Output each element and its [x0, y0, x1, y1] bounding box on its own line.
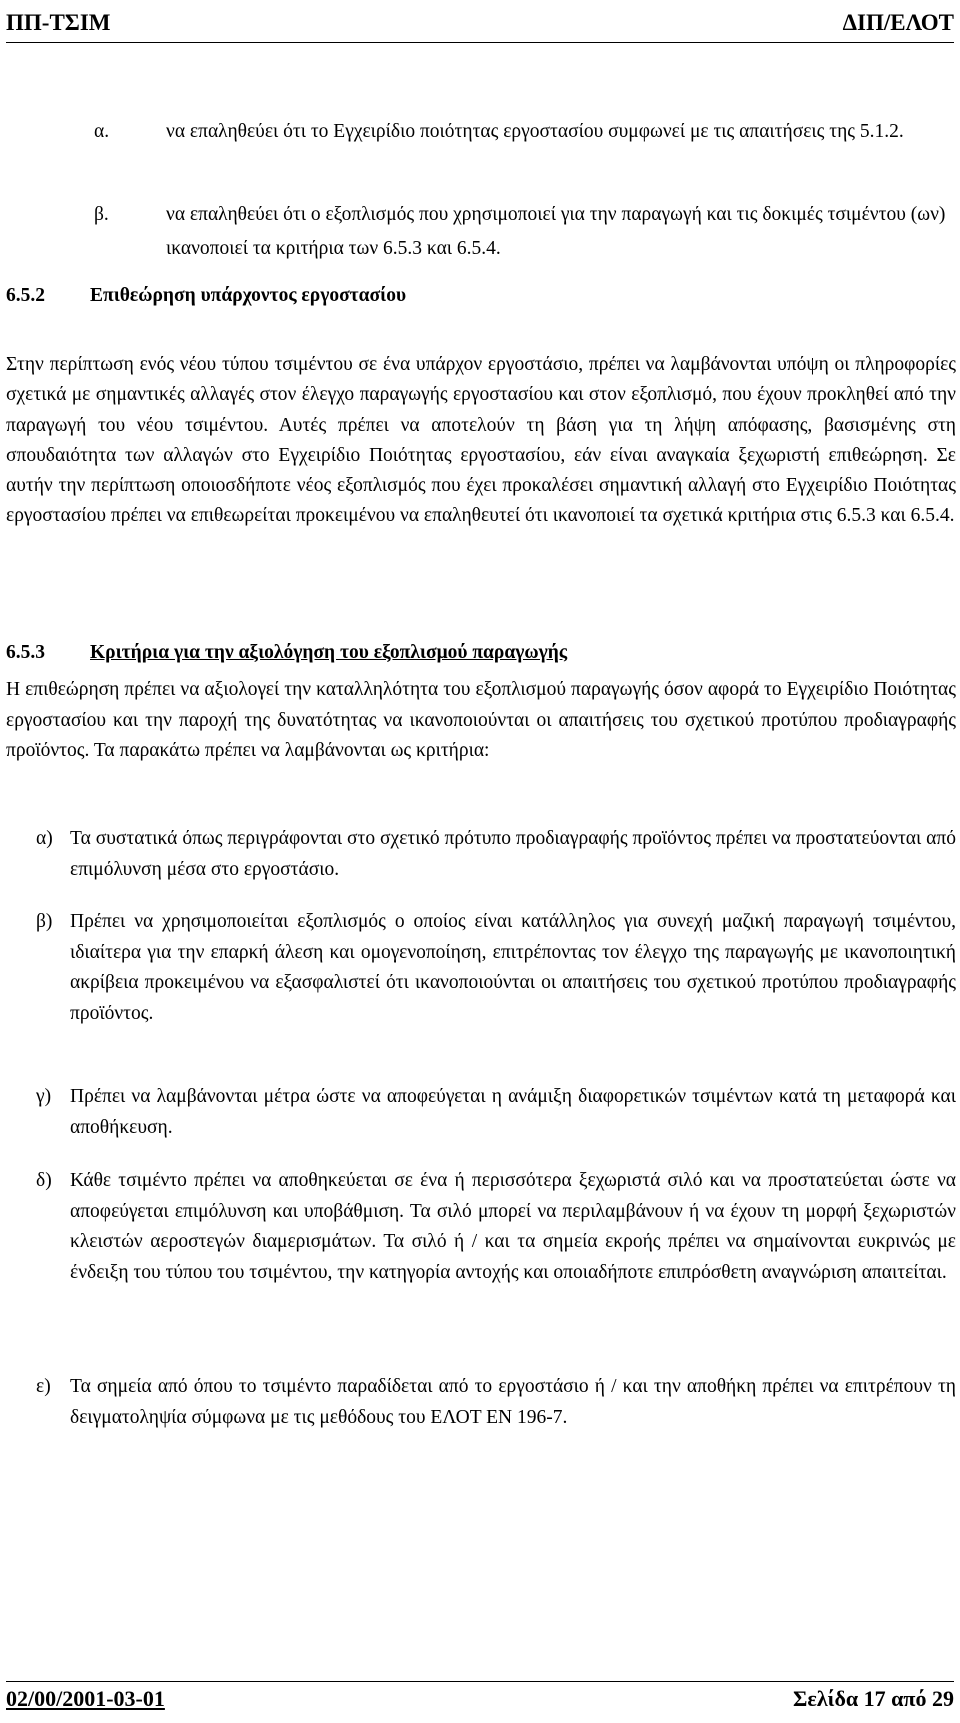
section-title: Επιθεώρηση υπάρχοντος εργοστασίου	[90, 285, 407, 306]
criterion-label: γ)	[36, 1086, 52, 1107]
list-item-text: να επαληθεύει ότι το Εγχειρίδιο ποιότητας εργοστασίου συμφωνεί με τις απαιτήσεις της 5.1.2.	[166, 121, 904, 142]
footer-divider	[6, 1681, 954, 1682]
section-653-paragraph: Η επιθεώρηση πρέπει να αξιολογεί την καταλληλότητα του εξοπλισμού παραγωγής όσον αφορά το Εγχειρίδιο Ποιότητας εργοστασίου και την παροχή της δυνατότητας να ικανοποιούνται οι απαιτήσεις του σχετικού προτύπου προδιαγραφής προϊόντος. Τα παρακάτω πρέπει να λαμβάνονται ως κριτήρια:	[6, 679, 956, 761]
header-divider	[6, 42, 954, 43]
section-number: 6.5.2	[6, 285, 45, 306]
footer-page-number: Σελίδα 17 από 29	[793, 1686, 954, 1711]
section-652-paragraph: Στην περίπτωση ενός νέου τύπου τσιμέντου σε ένα υπάρχον εργοστάσιο, πρέπει να λαμβάνονται υπόψη οι πληροφορίες σχετικά με σημαντικές αλλαγές στον έλεγχο παραγωγής εργοστασίου και στον εξοπλισμό, που έχουν προκληθεί από την παραγωγή του νέου τσιμέντου. Αυτές πρέπει να αποτελούν τη βάση για τη λήψη απόφασης, βασισμένης στη σπουδαιότητα των αλλαγών στο Εγχειρίδιο Ποιότητας εργοστασίου, εάν είναι αναγκαία ξεχωριστή επιθεώρηση. Σε αυτήν την περίπτωση οποιοσδήποτε νέος εξοπλισμός που έχει προκαλέσει σημαντική αλλαγή στο Εγχειρίδιο Ποιότητας εργοστασίου πρέπει να επιθεωρείται προκειμένου να επαληθευτεί ότι ικανοποιεί τα σχετικά κριτήρια στις 6.5.3 και 6.5.4.	[6, 354, 956, 527]
criterion-text: Πρέπει να λαμβάνονται μέτρα ώστε να αποφεύγεται η ανάμιξη διαφορετικών τσιμέντων κατά τη μεταφορά και αποθήκευση.	[70, 1086, 956, 1138]
criterion-text: Πρέπει να χρησιμοποιείται εξοπλισμός ο οποίος είναι κατάλληλος για συνεχή μαζική παραγωγή τσιμέντου, ιδιαίτερα για την επαρκή άλεση και ομογενοποίηση, επιτρέποντας τον έλεγχο της παραγωγής με ικανοποιητική ακρίβεια προκειμένου να εξασφαλιστεί ότι ικανοποιούνται οι απαιτήσεις του σχετικού προτύπου προδιαγραφής προϊόντος.	[70, 911, 956, 1024]
criterion-text: Τα συστατικά όπως περιγράφονται στο σχετικό πρότυπο προδιαγραφής προϊόντος πρέπει να προστατεύονται από επιμόλυνση μέσα στο εργοστάσιο.	[70, 828, 956, 880]
criterion-text: Κάθε τσιμέντο πρέπει να αποθηκεύεται σε ένα ή περισσότερα ξεχωριστά σιλό και να προστατεύεται ώστε να αποφεύγεται επιμόλυνση και υποβάθμιση. Τα σιλό μπορεί να περιλαμβάνουν ή να έχουν τη μορφή ξεχωριστών κλειστών αεροστεγών διαμερισμάτων. Τα σιλό ή / και τα σημεία εκροής πρέπει να σημαίνονται ευκρινώς με ένδειξη του τύπου του τσιμέντου, την κατηγορία αντοχής και οποιαδήποτε επιπρόσθετη αναγνώριση απαιτείται.	[70, 1170, 956, 1283]
criterion-label: δ)	[36, 1170, 52, 1191]
list-item-label: α.	[94, 121, 110, 142]
header-department: ΔΙΠ/ΕΛΟΤ	[842, 10, 954, 35]
section-title: Κριτήρια για την αξιολόγηση του εξοπλισμού παραγωγής	[90, 642, 568, 663]
footer-document-date: 02/00/2001-03-01	[6, 1686, 165, 1711]
header-document-code: ΠΠ-ΤΣΙΜ	[6, 10, 111, 35]
criterion-label: ε)	[36, 1376, 51, 1397]
list-item-label: β.	[94, 204, 109, 225]
section-number: 6.5.3	[6, 642, 45, 663]
criterion-text: Τα σημεία από όπου το τσιμέντο παραδίδεται από το εργοστάσιο ή / και την αποθήκη πρέπει να επιτρέπουν τη δειγματοληψία σύμφωνα με τις μεθόδους του ΕΛΟΤ ΕΝ 196-7.	[70, 1376, 956, 1428]
list-item-text: να επαληθεύει ότι ο εξοπλισμός που χρησιμοποιεί για την παραγωγή και τις δοκιμές τσιμέντου (ων) ικανοποιεί τα κριτήρια των 6.5.3 και 6.5.4.	[166, 204, 946, 259]
criterion-label: α)	[36, 828, 53, 849]
criterion-label: β)	[36, 911, 53, 932]
